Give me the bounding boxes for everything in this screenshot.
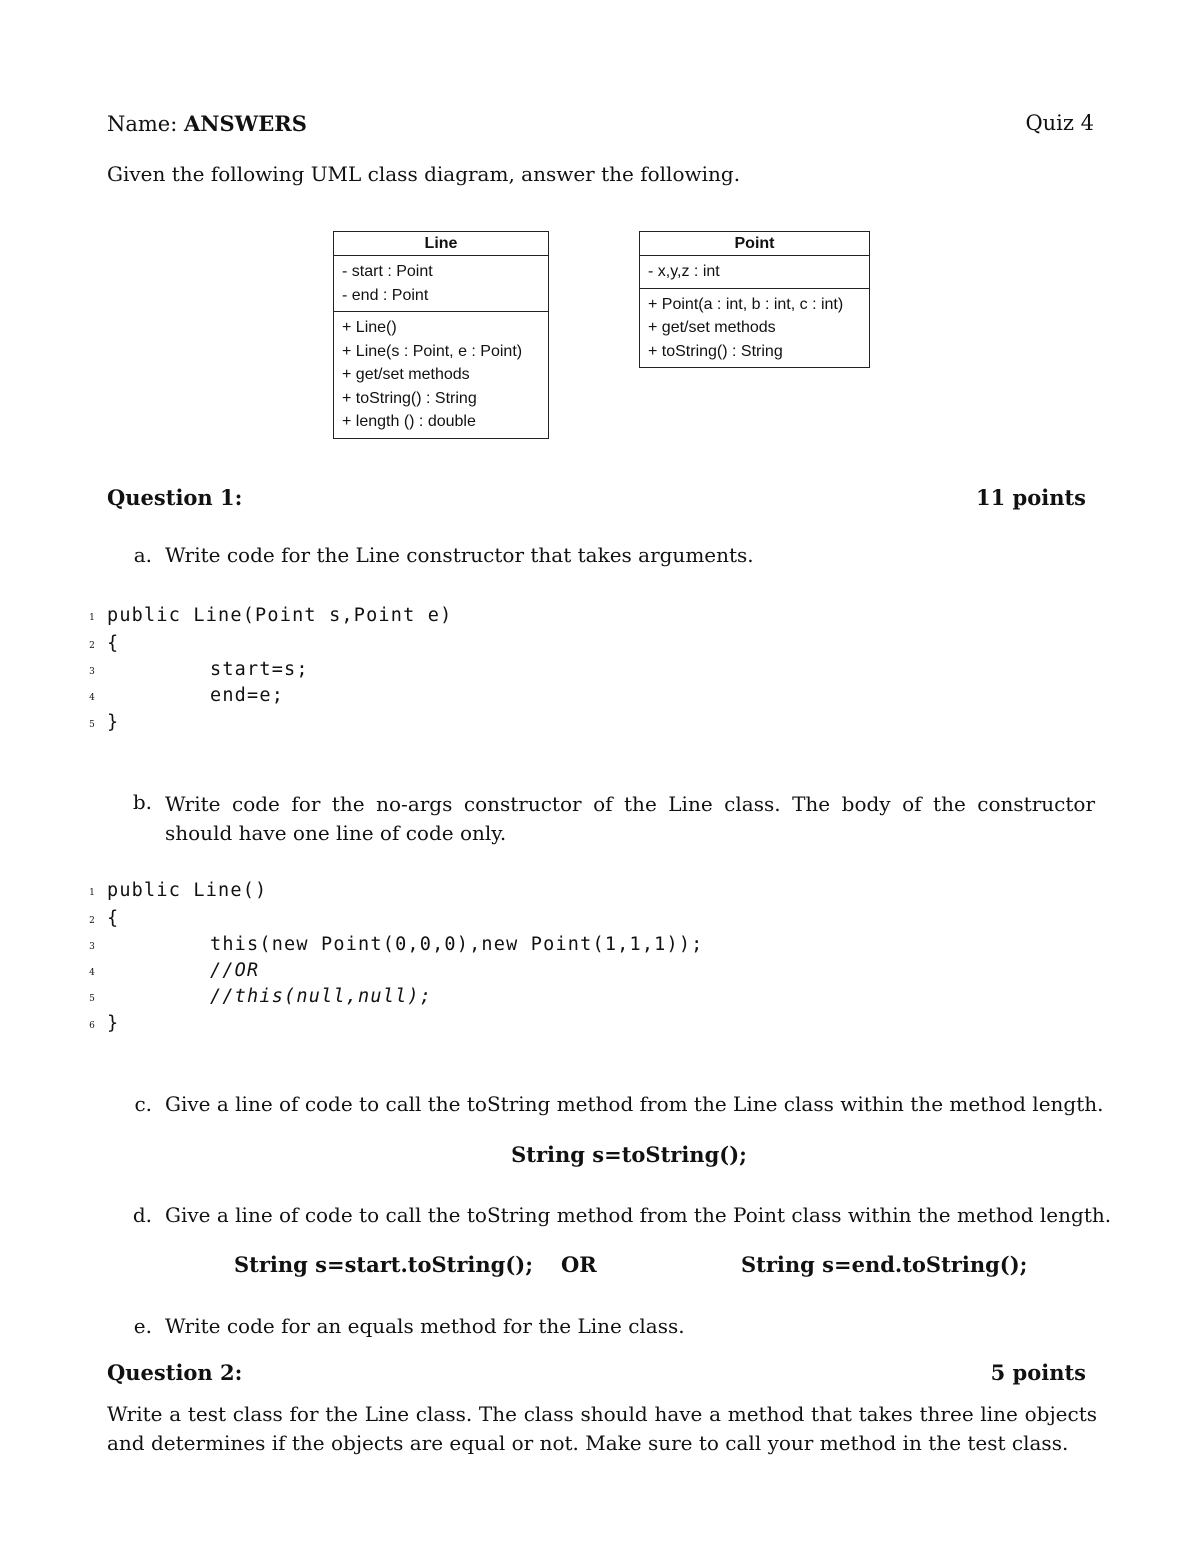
code-comment: //this(null,null); (210, 986, 433, 1007)
code-line: } (107, 1013, 120, 1034)
line-number: 2 (89, 916, 95, 926)
question-1-title: Question 1: (107, 485, 243, 510)
code-line: } (107, 712, 120, 733)
line-number: 4 (89, 968, 95, 978)
code-line: public Line() (107, 880, 268, 901)
name-value: ANSWERS (184, 111, 307, 136)
answer-d-or: OR (561, 1252, 597, 1277)
uml-attribute: - x,y,z : int (648, 263, 720, 280)
uml-method: + Line(s : Point, e : Point) (342, 342, 523, 360)
uml-method: + length () : double (342, 413, 476, 430)
subquestion-e-letter: e. (133, 1314, 152, 1338)
subquestion-c-text: Give a line of code to call the toString method from the Line class within the method length. (165, 1092, 1104, 1116)
line-number: 3 (89, 942, 95, 952)
uml-attributes (334, 256, 548, 312)
line-number: 1 (89, 613, 95, 623)
code-line: public Line(Point s,Point e) (107, 605, 453, 626)
line-number: 1 (89, 888, 95, 898)
uml-method: + get/set methods (342, 366, 470, 383)
subquestion-d-letter: d. (132, 1203, 152, 1227)
code-line: this(new Point(0,0,0),new Point(1,1,1)); (210, 934, 704, 955)
subquestion-b-letter: b. (132, 790, 152, 814)
name-line (107, 111, 307, 136)
uml-class-name: Point (640, 232, 869, 256)
subquestion-c-letter: c. (134, 1092, 152, 1116)
code-line: end=e; (210, 685, 285, 706)
code-line: start=s; (210, 659, 309, 680)
answer-d-1: String s=start.toString(); (234, 1252, 533, 1277)
subquestion-a-letter: a. (133, 543, 152, 567)
code-comment: //OR (210, 960, 260, 981)
uml-methods (334, 312, 548, 438)
name-label: Name: (107, 112, 178, 136)
uml-method: + Point(a : int, b : int, c : int) (648, 295, 844, 313)
answer-d-2: String s=end.toString(); (741, 1252, 1028, 1277)
uml-class-name: Line (334, 232, 548, 256)
uml-class-line (333, 231, 549, 439)
answer-c: String s=toString(); (511, 1142, 747, 1167)
line-number: 4 (89, 693, 95, 703)
code-line: { (107, 908, 120, 929)
question-2-title: Question 2: (107, 1360, 243, 1385)
question-2-points: 5 points (990, 1360, 1086, 1385)
uml-methods (640, 289, 869, 368)
subquestion-b-text: Write code for the no-args constructor of the Line class. The body of the constructor should have one line of code only. (165, 792, 1095, 845)
subquestion-a-text: Write code for the Line constructor that takes arguments. (165, 543, 754, 567)
line-number: 6 (89, 1021, 95, 1031)
uml-method: + get/set methods (648, 319, 776, 336)
uml-method: + toString() : String (342, 389, 477, 407)
subquestion-e-text: Write code for an equals method for the Line class. (165, 1314, 685, 1338)
line-number: 5 (89, 720, 95, 730)
subquestion-d-text: Give a line of code to call the toString method from the Point class within the method length. (165, 1203, 1112, 1227)
quiz-label: Quiz 4 (1025, 111, 1094, 135)
uml-attribute: - start : Point (342, 263, 433, 280)
code-line: { (107, 633, 120, 654)
uml-method: + toString() : String (648, 342, 783, 360)
uml-method: + Line() (342, 319, 397, 336)
uml-class-point (639, 231, 870, 368)
question-2-text: Write a test class for the Line class. The class should have a method that takes three line objects and determines if the objects are equal or not. Make sure to call your method in the test class. (107, 1402, 1097, 1455)
uml-attribute: - end : Point (342, 286, 429, 304)
line-number: 3 (89, 667, 95, 677)
question-1-points: 11 points (976, 485, 1086, 510)
line-number: 2 (89, 641, 95, 651)
uml-attributes (640, 256, 869, 289)
line-number: 5 (89, 994, 95, 1004)
intro-text: Given the following UML class diagram, answer the following. (107, 162, 741, 186)
